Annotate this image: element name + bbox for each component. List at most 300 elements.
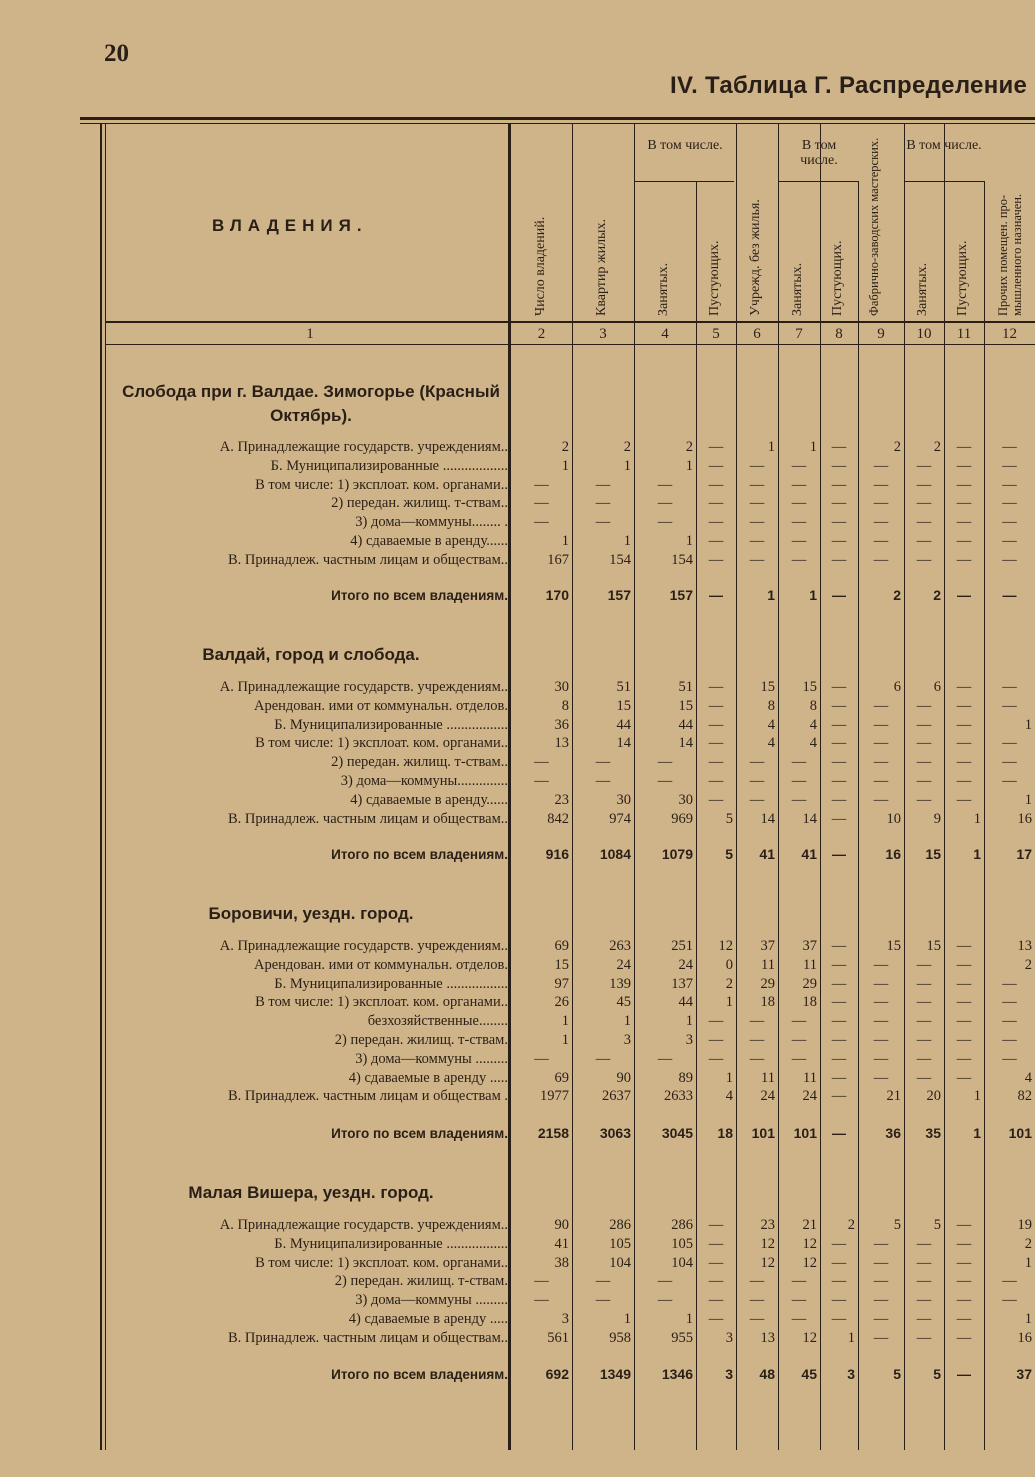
- cell-value: —: [1002, 773, 1017, 789]
- column-header: Пустующих.: [830, 240, 845, 316]
- cell-value: 24: [802, 1088, 817, 1105]
- cell-value: —: [1002, 754, 1017, 771]
- table-row: [0, 1310, 1035, 1329]
- cell-value: —: [956, 495, 972, 512]
- cell-value: —: [956, 1292, 972, 1309]
- cell-value: —: [831, 956, 847, 973]
- cell-value: 2: [685, 439, 693, 455]
- cell-value: —: [916, 1273, 932, 1290]
- cell-value: —: [1002, 1013, 1017, 1030]
- row-label: 3) дома—коммуны .........: [355, 1050, 508, 1067]
- cell-value: —: [916, 1013, 932, 1030]
- cell-value: —: [916, 1311, 932, 1327]
- cell-value: —: [791, 1032, 807, 1048]
- cell-value: —: [873, 773, 889, 789]
- row-label: Итого по всем владениям.: [331, 588, 508, 603]
- cell-value: —: [708, 1235, 724, 1252]
- cell-value: 101: [751, 1125, 775, 1141]
- cell-value: 14: [616, 735, 631, 752]
- cell-value: —: [916, 994, 932, 1011]
- cell-value: 23: [554, 791, 569, 808]
- cell-value: —: [956, 1254, 972, 1271]
- cell-value: —: [749, 533, 765, 549]
- cell-value: —: [831, 716, 847, 733]
- cell-value: —: [831, 1254, 847, 1271]
- column-number: 6: [753, 326, 761, 342]
- cell-value: —: [708, 533, 724, 549]
- row-label: А. Принадлежащие государств. учреждениям..: [219, 938, 508, 954]
- cell-value: 1: [685, 1311, 693, 1327]
- column-header: Пустующих.: [707, 240, 722, 316]
- cell-value: 2: [1024, 1235, 1032, 1252]
- cell-value: —: [595, 514, 611, 531]
- cell-value: —: [708, 773, 724, 789]
- cell-value: —: [749, 791, 765, 808]
- cell-value: —: [791, 457, 807, 474]
- row-label: Арендован. ими от коммунальн. отделов.: [253, 956, 508, 973]
- cell-value: —: [873, 956, 889, 973]
- cell-value: 5: [725, 846, 733, 862]
- cell-value: —: [657, 476, 673, 493]
- cell-value: 8: [767, 697, 775, 714]
- cell-value: 30: [678, 791, 693, 808]
- cell-value: —: [534, 514, 549, 531]
- cell-value: 5: [893, 1366, 901, 1382]
- cell-value: —: [831, 476, 847, 493]
- table-row: [0, 1069, 1035, 1088]
- row-label: Итого по всем владениям.: [331, 847, 508, 862]
- cell-value: —: [791, 754, 807, 771]
- cell-value: 1: [623, 1311, 631, 1327]
- cell-value: 139: [609, 975, 631, 992]
- cell-value: —: [708, 1254, 724, 1271]
- cell-value: —: [708, 1032, 724, 1048]
- cell-value: —: [957, 587, 971, 603]
- cell-value: 12: [802, 1329, 817, 1346]
- cell-value: 89: [678, 1069, 693, 1086]
- cell-value: —: [831, 1311, 847, 1327]
- row-label: безхозяйственные........: [367, 1013, 508, 1030]
- cell-value: 15: [886, 938, 901, 954]
- cell-value: —: [956, 1235, 972, 1252]
- cell-value: —: [831, 457, 847, 474]
- cell-value: —: [916, 697, 932, 714]
- cell-value: 3: [561, 1311, 569, 1327]
- row-label: 2) передан. жилищ. т-ствам.: [334, 1032, 508, 1048]
- row-label: Б. Муниципализированные .................: [274, 1235, 508, 1252]
- cell-value: 263: [609, 938, 631, 954]
- cell-value: —: [831, 754, 847, 771]
- cell-value: 82: [1017, 1088, 1032, 1105]
- row-label: 3) дома—коммуны..............: [340, 773, 508, 789]
- cell-value: 15: [925, 846, 941, 862]
- cell-value: —: [791, 1013, 807, 1030]
- cell-value: 2: [561, 439, 569, 455]
- group-rule-2: [778, 181, 858, 182]
- cell-value: —: [832, 1125, 846, 1141]
- cell-value: —: [956, 735, 972, 752]
- row-label: В том числе: 1) эксплоат. ком. органами..: [255, 994, 508, 1011]
- cell-value: —: [873, 1311, 889, 1327]
- cell-value: 11: [803, 956, 817, 973]
- cell-value: —: [657, 773, 673, 789]
- cell-value: 16: [885, 846, 901, 862]
- cell-value: 3063: [599, 1125, 631, 1141]
- cell-value: 69: [554, 938, 569, 954]
- cell-value: —: [595, 1292, 611, 1309]
- row-label: 2) передан. жилищ. т-ствам..: [331, 754, 508, 771]
- cell-value: 15: [760, 679, 775, 695]
- cell-value: —: [1002, 514, 1017, 531]
- cell-value: —: [831, 938, 847, 954]
- cell-value: 14: [760, 810, 775, 827]
- cell-value: —: [916, 975, 932, 992]
- cell-value: —: [956, 1329, 972, 1346]
- cell-value: —: [956, 1032, 972, 1048]
- table-row: [0, 494, 1035, 513]
- cell-value: —: [956, 975, 972, 992]
- table-row: [0, 810, 1035, 829]
- cell-value: —: [595, 495, 611, 512]
- cell-value: 21: [886, 1088, 901, 1105]
- cell-value: —: [916, 476, 932, 493]
- cell-value: —: [791, 1273, 807, 1290]
- cell-value: —: [1002, 697, 1017, 714]
- cell-value: —: [749, 1013, 765, 1030]
- cell-value: —: [1002, 1050, 1017, 1067]
- table-row: [0, 1012, 1035, 1031]
- cell-value: —: [831, 697, 847, 714]
- cell-value: —: [708, 1217, 724, 1233]
- cell-value: 11: [761, 1069, 775, 1086]
- cell-value: —: [831, 791, 847, 808]
- row-label: 4) сдаваемые в аренду......: [350, 791, 508, 808]
- cell-value: 3: [725, 1366, 733, 1382]
- cell-value: —: [873, 735, 889, 752]
- column-number: 4: [661, 326, 669, 342]
- cell-value: 1: [725, 1069, 733, 1086]
- cell-value: 1977: [540, 1088, 569, 1105]
- cell-value: 137: [671, 975, 693, 992]
- cell-value: 15: [926, 938, 941, 954]
- cell-value: 37: [802, 938, 817, 954]
- row-label: 4) сдаваемые в аренду .....: [348, 1069, 508, 1086]
- cell-value: 958: [609, 1329, 631, 1346]
- cell-value: 3: [847, 1366, 855, 1382]
- cell-value: —: [749, 773, 765, 789]
- cell-value: —: [749, 551, 765, 568]
- cell-value: —: [916, 551, 932, 568]
- cell-value: 18: [717, 1125, 733, 1141]
- table-row: [0, 1235, 1035, 1254]
- cell-value: —: [791, 1292, 807, 1309]
- cell-value: 1: [623, 1013, 631, 1030]
- table-row: [0, 975, 1035, 994]
- cell-value: 286: [671, 1217, 693, 1233]
- cell-value: —: [708, 495, 724, 512]
- row-label: В том числе: 1) эксплоат. ком. органами..: [255, 476, 508, 493]
- table-row: [0, 1050, 1035, 1069]
- cell-value: —: [534, 773, 549, 789]
- page-number: 20: [104, 40, 129, 67]
- row-label: 4) сдаваемые в аренду......: [350, 533, 508, 549]
- cell-value: 2: [893, 587, 901, 603]
- cell-value: —: [534, 1273, 549, 1290]
- cell-value: —: [749, 1050, 765, 1067]
- cell-value: 15: [554, 956, 569, 973]
- cell-value: 1: [847, 1329, 855, 1346]
- table-row: [0, 678, 1035, 697]
- column-number: 10: [916, 326, 932, 342]
- cell-value: 3: [623, 1032, 631, 1048]
- cell-value: 1: [973, 1088, 981, 1105]
- cell-value: 4: [725, 1088, 733, 1105]
- cell-value: 41: [759, 846, 775, 862]
- group-rule-1: [634, 181, 734, 182]
- cell-value: —: [749, 1311, 765, 1327]
- cell-value: 19: [1017, 1217, 1032, 1233]
- cell-value: 30: [554, 679, 569, 695]
- cell-value: 3045: [661, 1125, 693, 1141]
- cell-value: 5: [725, 810, 733, 827]
- cell-value: 104: [671, 1254, 693, 1271]
- total-row: [0, 1365, 1035, 1384]
- cell-value: 157: [669, 587, 693, 603]
- cell-value: 97: [554, 975, 569, 992]
- cell-value: —: [956, 791, 972, 808]
- cell-value: —: [791, 551, 807, 568]
- cell-value: —: [873, 994, 889, 1011]
- cell-value: 12: [760, 1254, 775, 1271]
- cell-value: —: [791, 533, 807, 549]
- cell-value: 17: [1016, 846, 1032, 862]
- section-title: Малая Вишера, уездн. город.: [188, 1183, 434, 1202]
- row-label: В. Принадлеж. частным лицам и обществам..: [228, 810, 508, 827]
- cell-value: —: [831, 1069, 847, 1086]
- cell-value: —: [657, 514, 673, 531]
- cell-value: 35: [925, 1125, 941, 1141]
- cell-value: —: [916, 1032, 932, 1048]
- cell-value: —: [831, 439, 847, 455]
- cell-value: 0: [725, 956, 733, 973]
- column-header: Учрежд. без жилья.: [748, 199, 763, 316]
- cell-value: 3: [725, 1329, 733, 1346]
- row-label: А. Принадлежащие государств. учреждениям..: [219, 439, 508, 455]
- cell-value: 154: [609, 551, 631, 568]
- cell-value: 251: [671, 938, 693, 954]
- cell-value: 8: [561, 697, 569, 714]
- cell-value: 4: [809, 735, 817, 752]
- column-number: 8: [835, 326, 843, 342]
- cell-value: —: [831, 735, 847, 752]
- cell-value: —: [708, 697, 724, 714]
- cell-value: 5: [933, 1217, 941, 1233]
- cell-value: 2: [1024, 956, 1032, 973]
- cell-value: —: [708, 1013, 724, 1030]
- table-row: [0, 438, 1035, 457]
- column-header: Прочих помещен. про-мышленного назначен.: [995, 193, 1024, 316]
- cell-value: —: [956, 679, 972, 695]
- cell-value: —: [1002, 1273, 1017, 1290]
- colnum-bottom-rule: [106, 344, 1035, 345]
- cell-value: 2: [933, 439, 941, 455]
- cell-value: —: [916, 1254, 932, 1271]
- cell-value: 2637: [602, 1088, 631, 1105]
- cell-value: —: [534, 1050, 549, 1067]
- cell-value: —: [791, 773, 807, 789]
- table-top-rule: [80, 117, 1035, 120]
- column-header: Занятых.: [656, 262, 671, 316]
- cell-value: —: [749, 514, 765, 531]
- cell-value: 1: [809, 587, 817, 603]
- cell-value: —: [708, 1292, 724, 1309]
- cell-value: 1: [1024, 1311, 1032, 1327]
- cell-value: 1: [685, 1013, 693, 1030]
- cell-value: 2: [725, 975, 733, 992]
- row-label: В. Принадлеж. частным лицам и обществам..: [228, 551, 508, 568]
- cell-value: 105: [609, 1235, 631, 1252]
- total-row: [0, 586, 1035, 605]
- cell-value: —: [916, 495, 932, 512]
- cell-value: —: [956, 1217, 972, 1233]
- cell-value: 12: [760, 1235, 775, 1252]
- table-top-rule-thin: [80, 123, 1035, 124]
- cell-value: 13: [760, 1329, 775, 1346]
- cell-value: —: [1002, 551, 1017, 568]
- column-header: Занятых.: [790, 262, 805, 316]
- cell-value: 842: [547, 810, 569, 827]
- cell-value: —: [595, 773, 611, 789]
- cell-value: 4: [1024, 1069, 1032, 1086]
- cell-value: 18: [760, 994, 775, 1011]
- row-label: А. Принадлежащие государств. учреждениям..: [219, 1217, 508, 1233]
- cell-value: —: [749, 754, 765, 771]
- cell-value: —: [873, 457, 889, 474]
- cell-value: —: [831, 1088, 847, 1105]
- cell-value: 6: [893, 679, 901, 695]
- cell-value: —: [916, 457, 932, 474]
- cell-value: 1: [561, 533, 569, 549]
- cell-value: —: [749, 1273, 765, 1290]
- cell-value: —: [873, 533, 889, 549]
- cell-value: —: [916, 735, 932, 752]
- cell-value: —: [956, 1050, 972, 1067]
- cell-value: 6: [933, 679, 941, 695]
- cell-value: 1084: [599, 846, 631, 862]
- cell-value: 26: [554, 994, 569, 1011]
- cell-value: —: [956, 773, 972, 789]
- cell-value: —: [831, 1235, 847, 1252]
- section-title: Валдай, город и слобода.: [202, 645, 420, 664]
- cell-value: —: [873, 1032, 889, 1048]
- cell-value: —: [657, 1050, 673, 1067]
- cell-value: 11: [761, 956, 775, 973]
- cell-value: 4: [767, 716, 775, 733]
- cell-value: —: [831, 1292, 847, 1309]
- cell-value: —: [873, 495, 889, 512]
- cell-value: —: [873, 1013, 889, 1030]
- cell-value: —: [791, 1311, 807, 1327]
- cell-value: —: [831, 773, 847, 789]
- table-row: [0, 1291, 1035, 1310]
- cell-value: 21: [802, 1217, 817, 1233]
- table-row: [0, 1087, 1035, 1106]
- cell-value: 1: [725, 994, 733, 1011]
- total-row: [0, 1124, 1035, 1143]
- cell-value: 51: [678, 679, 693, 695]
- table-row: [0, 937, 1035, 956]
- row-label: 4) сдаваемые в аренду .....: [348, 1311, 508, 1327]
- cell-value: 12: [718, 938, 733, 954]
- cell-value: —: [657, 1292, 673, 1309]
- cell-value: 14: [678, 735, 693, 752]
- cell-value: —: [831, 994, 847, 1011]
- cell-value: 561: [547, 1329, 569, 1346]
- cell-value: 104: [609, 1254, 631, 1271]
- cell-value: —: [708, 439, 724, 455]
- cell-value: 2: [623, 439, 631, 455]
- cell-value: —: [708, 679, 724, 695]
- cell-value: —: [916, 716, 932, 733]
- cell-value: 286: [609, 1217, 631, 1233]
- cell-value: —: [1002, 994, 1017, 1011]
- cell-value: 15: [616, 697, 631, 714]
- cell-value: —: [873, 975, 889, 992]
- cell-value: —: [1002, 975, 1017, 992]
- cell-value: 41: [801, 846, 817, 862]
- cell-value: —: [831, 810, 847, 827]
- cell-value: 4: [767, 735, 775, 752]
- table-row: [0, 476, 1035, 495]
- cell-value: 37: [1016, 1366, 1032, 1382]
- cell-value: —: [1002, 679, 1017, 695]
- cell-value: —: [916, 1292, 932, 1309]
- cell-value: —: [709, 587, 723, 603]
- cell-value: 30: [616, 791, 631, 808]
- cell-value: —: [873, 1069, 889, 1086]
- cell-value: —: [831, 533, 847, 549]
- cell-value: —: [534, 754, 549, 771]
- group-header-1: В том числе.: [647, 138, 723, 153]
- cell-value: —: [873, 514, 889, 531]
- row-label: 2) передан. жилищ. т-ствам.: [334, 1273, 508, 1290]
- group-header-2: В том числе.: [800, 138, 838, 168]
- column-number: 11: [956, 326, 972, 342]
- cell-value: 12: [802, 1235, 817, 1252]
- row-label: 2) передан. жилищ. т-ствам..: [331, 495, 508, 512]
- cell-value: 45: [616, 994, 631, 1011]
- table-row: [0, 457, 1035, 476]
- cell-value: 14: [802, 810, 817, 827]
- cell-value: —: [916, 1329, 932, 1346]
- table-row: [0, 551, 1035, 570]
- cell-value: 1349: [599, 1366, 631, 1382]
- cell-value: —: [1002, 735, 1017, 752]
- cell-value: —: [1002, 457, 1017, 474]
- cell-value: —: [916, 1050, 932, 1067]
- cell-value: 1: [685, 533, 693, 549]
- cell-value: 1: [623, 533, 631, 549]
- cell-value: —: [831, 495, 847, 512]
- cell-value: —: [916, 956, 932, 973]
- cell-value: 170: [545, 587, 569, 603]
- cell-value: —: [749, 1032, 765, 1048]
- table-row: [0, 772, 1035, 791]
- cell-value: —: [957, 1366, 971, 1382]
- cell-value: —: [956, 938, 972, 954]
- table-row: [0, 513, 1035, 532]
- cell-value: 2: [847, 1217, 855, 1233]
